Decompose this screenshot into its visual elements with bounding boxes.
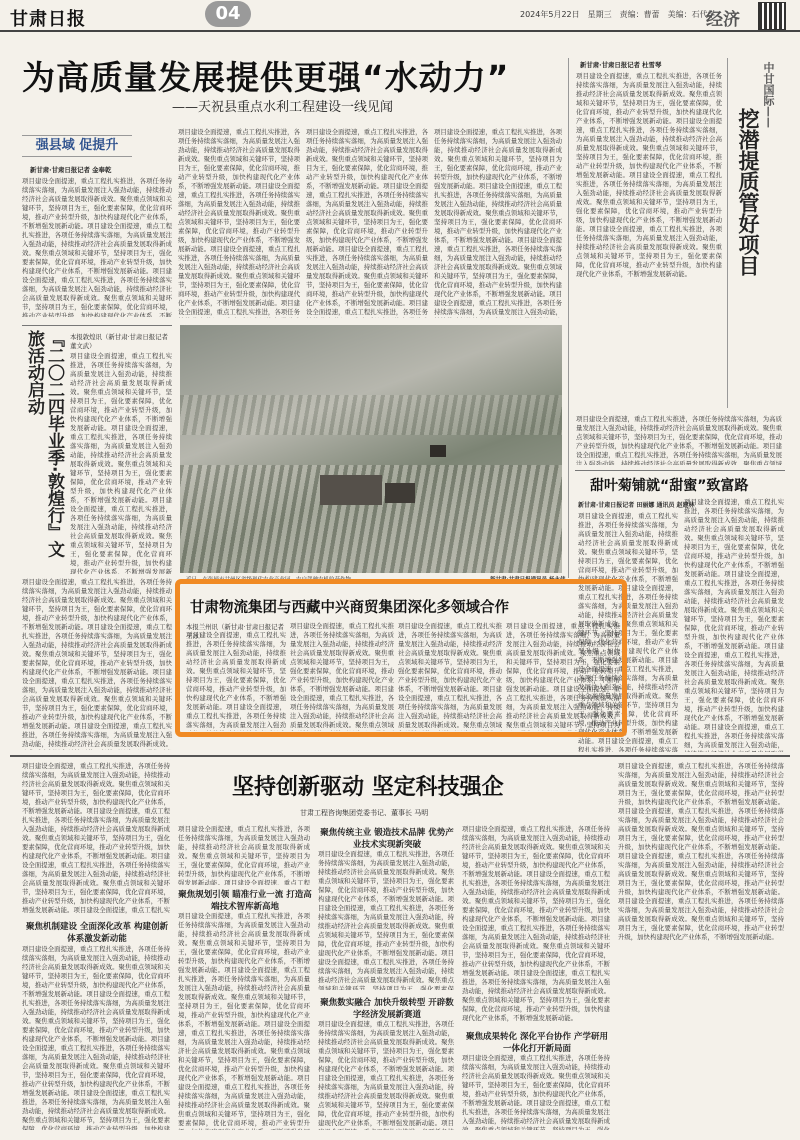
lead-body-col1 <box>22 177 172 317</box>
honey-body-col2 <box>684 498 784 752</box>
photo-caption: 近日，在张掖市甘州区省级现代农业产业园，农户驾驶农机收获作物。 <box>186 577 357 583</box>
innovation-subhead-3: 聚焦传统主业 锻造技术品牌 优势产业技术实现新突破 <box>320 828 454 850</box>
innovation-body-g <box>462 825 610 1025</box>
graduation-body <box>70 352 172 574</box>
cooperation-body-col1 <box>186 631 286 731</box>
innovation-body-a <box>22 762 170 915</box>
innovation-body-f <box>318 1020 454 1130</box>
photo-credit: 新甘肃·甘肃日报通讯员 杨永伟 <box>490 577 566 583</box>
graduation-title: 『二〇二四毕业季·敦煌行』文旅活动启动 <box>24 330 64 558</box>
masthead: 甘肃日报 <box>10 9 86 30</box>
right-title: 挖潜提质管好项目 <box>736 108 760 276</box>
cooperation-body-col4 <box>506 622 620 731</box>
innovation-subhead-1: 聚焦机制建设 全面深化改革 构建创新体系激发新动能 <box>26 922 168 944</box>
lead-headline: 为高质量发展提供更强“水动力” <box>22 58 510 97</box>
section-divider <box>10 755 790 757</box>
graduation-lead: 本报敦煌讯（新甘肃·甘肃日报记者 董文武） <box>70 333 168 350</box>
innovation-author: 甘肃工程咨询集团党委书记、董事长 马明 <box>300 809 429 817</box>
innovation-body-h <box>462 1054 610 1130</box>
lead-body-col3 <box>306 128 428 318</box>
innovation-subhead-4: 聚焦数实融合 加快升级转型 开辟数字经济发展新赛道 <box>320 998 454 1020</box>
innovation-title: 坚持创新驱动 坚定科技强企 <box>232 775 504 800</box>
lead-byline: 新甘肃·甘肃日报记者 金奉乾 <box>30 166 112 174</box>
divider <box>22 325 172 326</box>
lead-subtitle: ——天祝县重点水利工程建设一线见闻 <box>172 100 394 115</box>
cooperation-lead: 本报兰州讯（新甘肃·甘肃日报记者 王冰） <box>186 623 284 640</box>
innovation-body-i <box>618 762 784 1130</box>
kicker-box <box>22 135 132 157</box>
right-byline: 新甘肃·甘肃日报记者 杜雪琴 <box>580 61 662 69</box>
honey-byline: 新甘肃·甘肃日报记者 田丽娜 通讯员 赵建林 <box>578 502 695 509</box>
graduation-body-lower <box>22 578 172 750</box>
right-body-lower <box>576 415 782 465</box>
innovation-body-b <box>22 945 170 1130</box>
cooperation-title: 甘肃物流集团与西藏中兴商贸集团深化多领域合作 <box>190 600 509 616</box>
innovation-body-c <box>178 825 310 885</box>
news-photo <box>180 325 562 573</box>
date-line: 2024年5月22日 星期三 责编：曹蕾 美编：石代学 <box>520 10 716 19</box>
lead-body-col4 <box>434 128 562 318</box>
cooperation-body-col2 <box>290 622 394 731</box>
page-number-badge: 04 <box>205 1 251 27</box>
kicker-label: 强县域 促提升 <box>35 138 119 153</box>
honey-title: 甜叶菊铺就“甜蜜”致富路 <box>590 478 749 494</box>
column-divider <box>568 58 569 578</box>
right-body <box>576 72 722 412</box>
innovation-subhead-2: 聚焦规划引领 瞄准行业一流 打造高端技术智库新高地 <box>178 890 312 912</box>
section-label: 经济 <box>706 10 740 30</box>
qr-code-icon <box>758 2 786 30</box>
lead-body-col2 <box>178 128 300 318</box>
column-divider <box>727 58 728 408</box>
innovation-subhead-5: 聚焦成果转化 深化平台协作 产学研用一体化打开新局面 <box>466 1032 608 1054</box>
divider <box>575 470 785 471</box>
column-label: 中甘国际—— <box>762 62 775 128</box>
innovation-body-d <box>178 912 310 1130</box>
innovation-body-e <box>318 850 454 990</box>
cooperation-body-col3 <box>398 622 502 731</box>
